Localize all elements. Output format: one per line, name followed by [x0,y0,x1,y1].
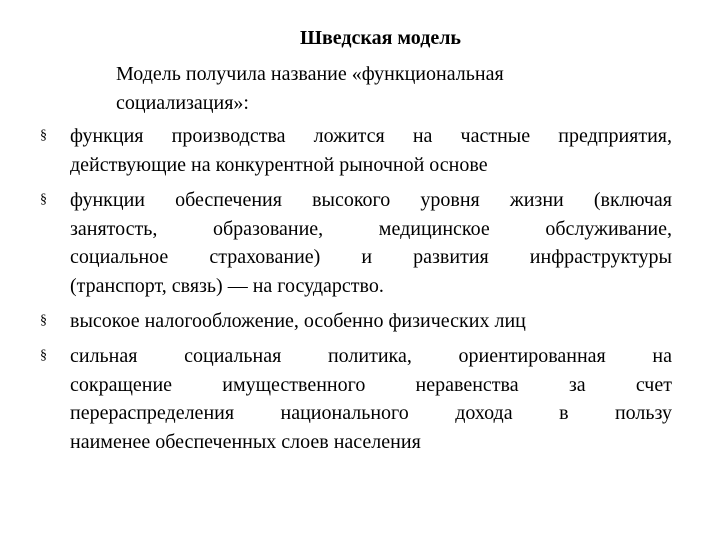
bullet-item-private-production [40,122,672,179]
bullet-text [70,122,672,179]
bullet-item-social-policy [40,342,672,456]
bullet-line: перераспределения национального дохода в пользу [70,402,672,424]
bullet-line: наименее обеспеченных слоев населения [70,430,421,453]
bullet-item-high-taxation [40,307,672,336]
bullet-line: функции обеспечения высокого уровня жизни (включая [70,189,672,211]
bullet-line: сильная социальная политика, ориентированная на [70,345,672,367]
bullet-marker-icon: § [40,348,47,363]
bullet-line: высокое налогообложение, особенно физических лиц [70,310,526,332]
intro-line: социализация»: [116,92,249,114]
bullet-marker-icon: § [40,128,47,143]
bullet-text [70,186,672,300]
bullet-line: функция производства ложится на частные предприятия, [70,125,672,147]
bullet-marker-icon: § [40,192,47,207]
bullet-line: (транспорт, связь) — на государство. [70,274,384,297]
bullet-item-state-welfare [40,186,672,300]
bullet-line: действующие на конкурентной рыночной основе [70,153,488,176]
intro-line: Модель получила название «функциональная [116,63,504,85]
intro-text [116,60,504,118]
bullet-text [70,342,672,456]
bullet-marker-icon: § [40,313,47,328]
bullet-text [70,307,672,336]
bullet-line: занятость, образование, медицинское обслуживание, [70,217,672,240]
bullet-line: социальное страхование) и развития инфраструктуры [70,246,672,268]
bullet-line: сокращение имущественного неравенства за счет [70,373,672,396]
slide-title: Шведская модель [300,27,461,49]
